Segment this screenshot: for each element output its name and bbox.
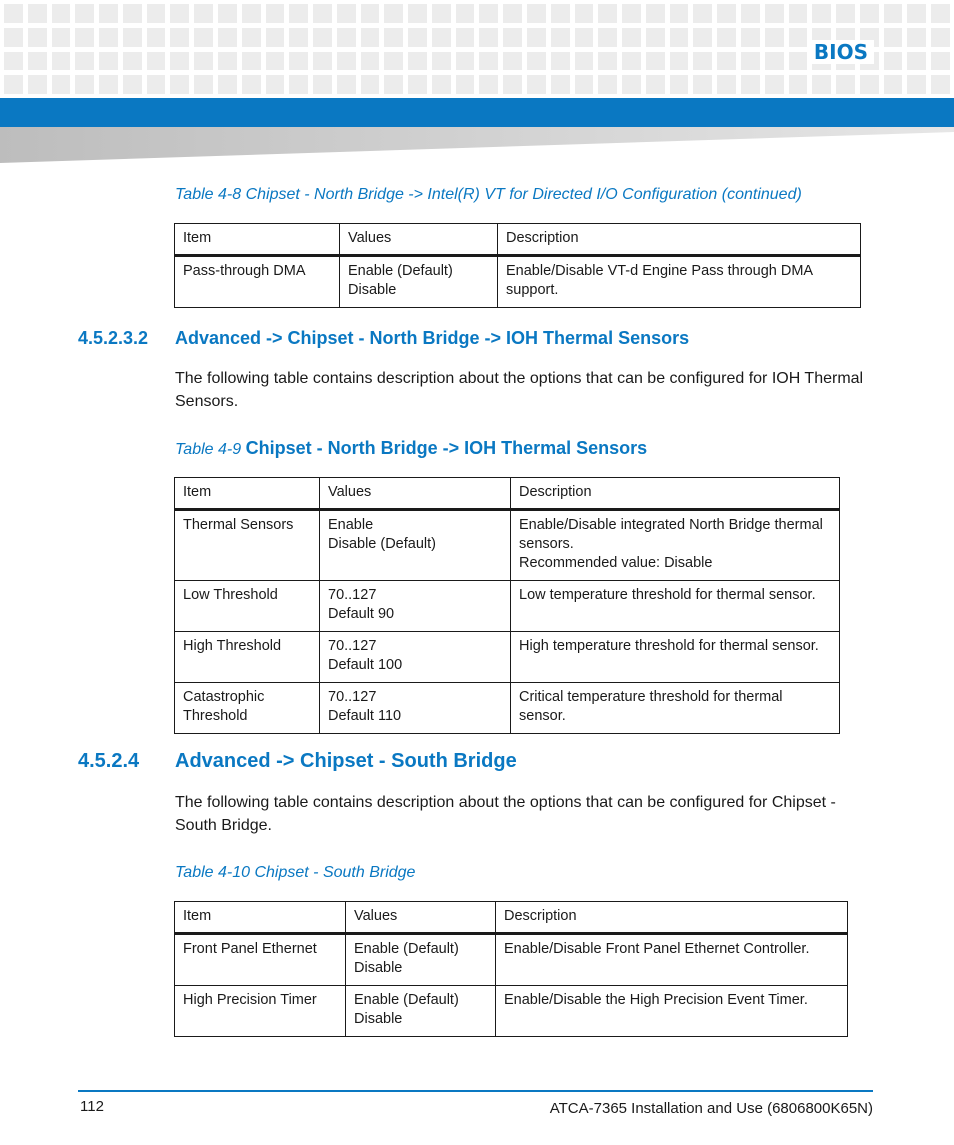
- description-cell: Enable/Disable Front Panel Ethernet Controller.: [496, 934, 848, 986]
- pattern-cell: [242, 4, 261, 23]
- column-header: Item: [175, 478, 320, 510]
- pattern-cell: [384, 52, 403, 71]
- section-title: Advanced -> Chipset - South Bridge: [175, 750, 517, 772]
- pattern-cell: [313, 75, 332, 94]
- description-cell: High temperature threshold for thermal sensor.: [511, 632, 840, 683]
- pattern-cell: [4, 75, 23, 94]
- section-number: 4.5.2.3.2: [78, 328, 149, 348]
- column-header: Values: [340, 224, 498, 256]
- values-cell: 70..127 Default 110: [320, 683, 511, 734]
- values-cell: Enable (Default) Disable: [340, 256, 498, 308]
- pattern-cell: [717, 52, 736, 71]
- pattern-cell: [242, 52, 261, 71]
- pattern-cell: [765, 75, 784, 94]
- pattern-cell: [670, 75, 689, 94]
- table-row: [175, 934, 848, 986]
- pattern-cell: [408, 75, 427, 94]
- column-header: Item: [175, 224, 340, 256]
- table-4-9: [174, 477, 840, 734]
- pattern-cell: [646, 52, 665, 71]
- pattern-cell: [717, 4, 736, 23]
- pattern-cell: [361, 4, 380, 23]
- pattern-cell: [408, 28, 427, 47]
- pattern-cell: [337, 75, 356, 94]
- pattern-cell: [503, 52, 522, 71]
- pattern-cell: [456, 28, 475, 47]
- table-row: [175, 581, 840, 632]
- pattern-cell: [598, 75, 617, 94]
- pattern-cell: [384, 75, 403, 94]
- pattern-cell: [765, 52, 784, 71]
- pattern-cell: [432, 52, 451, 71]
- pattern-cell: [289, 75, 308, 94]
- pattern-cell: [836, 4, 855, 23]
- pattern-cell: [75, 75, 94, 94]
- pattern-cell: [860, 75, 879, 94]
- pattern-cell: [194, 52, 213, 71]
- pattern-cell: [194, 4, 213, 23]
- footer-divider: [78, 1090, 873, 1092]
- pattern-cell: [503, 28, 522, 47]
- pattern-cell: [170, 52, 189, 71]
- pattern-cell: [598, 4, 617, 23]
- pattern-cell: [361, 28, 380, 47]
- pattern-cell: [52, 4, 71, 23]
- column-header: Description: [496, 902, 848, 934]
- table-row: [175, 510, 840, 581]
- column-header: Description: [511, 478, 840, 510]
- values-cell: Enable Disable (Default): [320, 510, 511, 581]
- section-heading-south-bridge: [78, 750, 517, 773]
- pattern-cell: [931, 52, 950, 71]
- pattern-cell: [170, 4, 189, 23]
- pattern-cell: [408, 52, 427, 71]
- pattern-cell: [218, 28, 237, 47]
- pattern-cell: [479, 75, 498, 94]
- pattern-cell: [28, 52, 47, 71]
- pattern-cell: [4, 28, 23, 47]
- pattern-cell: [456, 75, 475, 94]
- table-header-row: [175, 478, 840, 510]
- pattern-cell: [361, 75, 380, 94]
- pattern-cell: [432, 4, 451, 23]
- pattern-cell: [289, 4, 308, 23]
- table-row: [175, 632, 840, 683]
- pattern-cell: [693, 52, 712, 71]
- pattern-cell: [147, 4, 166, 23]
- item-cell: Low Threshold: [175, 581, 320, 632]
- pattern-cell: [575, 52, 594, 71]
- pattern-cell: [266, 28, 285, 47]
- page-number: 112: [80, 1098, 104, 1115]
- pattern-cell: [503, 75, 522, 94]
- column-header: Values: [320, 478, 511, 510]
- pattern-cell: [575, 4, 594, 23]
- pattern-cell: [907, 75, 926, 94]
- table-4-8-caption: Table 4-8 Chipset - North Bridge -> Intel(R) VT for Directed I/O Configuration (continued): [175, 186, 802, 203]
- pattern-cell: [907, 52, 926, 71]
- pattern-cell: [337, 52, 356, 71]
- pattern-cell: [670, 4, 689, 23]
- pattern-cell: [527, 28, 546, 47]
- section-number: 4.5.2.4: [78, 750, 140, 772]
- pattern-cell: [931, 75, 950, 94]
- description-cell: Critical temperature threshold for thermal sensor.: [511, 683, 840, 734]
- values-cell: Enable (Default) Disable: [346, 986, 496, 1037]
- table-row: [175, 256, 861, 308]
- table-row: [175, 683, 840, 734]
- item-cell: High Precision Timer: [175, 986, 346, 1037]
- pattern-cell: [527, 4, 546, 23]
- header-grey-wedge: [0, 127, 954, 165]
- pattern-cell: [170, 28, 189, 47]
- pattern-cell: [28, 4, 47, 23]
- pattern-cell: [313, 4, 332, 23]
- pattern-cell: [931, 4, 950, 23]
- pattern-cell: [622, 28, 641, 47]
- pattern-cell: [194, 28, 213, 47]
- pattern-cell: [147, 75, 166, 94]
- pattern-cell: [456, 52, 475, 71]
- pattern-cell: [28, 75, 47, 94]
- pattern-cell: [123, 52, 142, 71]
- pattern-cell: [598, 28, 617, 47]
- pattern-cell: [242, 75, 261, 94]
- pattern-cell: [646, 28, 665, 47]
- item-cell: Pass-through DMA: [175, 256, 340, 308]
- pattern-cell: [741, 52, 760, 71]
- table-4-8: [174, 223, 861, 308]
- pattern-cell: [75, 4, 94, 23]
- header-blue-bar: [0, 98, 954, 127]
- pattern-cell: [75, 28, 94, 47]
- pattern-cell: [907, 28, 926, 47]
- pattern-cell: [266, 52, 285, 71]
- pattern-cell: [670, 28, 689, 47]
- pattern-cell: [218, 4, 237, 23]
- pattern-cell: [789, 28, 808, 47]
- pattern-cell: [860, 4, 879, 23]
- pattern-cell: [313, 52, 332, 71]
- pattern-cell: [551, 4, 570, 23]
- pattern-cell: [789, 75, 808, 94]
- pattern-cell: [931, 28, 950, 47]
- section-title: Advanced -> Chipset - North Bridge -> IOH Thermal Sensors: [175, 328, 690, 348]
- pattern-cell: [456, 4, 475, 23]
- caption-title: Chipset - North Bridge -> IOH Thermal Sensors: [245, 438, 648, 458]
- pattern-cell: [479, 52, 498, 71]
- pattern-cell: [693, 28, 712, 47]
- pattern-cell: [289, 52, 308, 71]
- pattern-cell: [527, 52, 546, 71]
- pattern-cell: [622, 4, 641, 23]
- pattern-cell: [884, 75, 903, 94]
- pattern-cell: [598, 52, 617, 71]
- pattern-cell: [789, 52, 808, 71]
- pattern-cell: [741, 75, 760, 94]
- pattern-cell: [28, 28, 47, 47]
- pattern-cell: [575, 75, 594, 94]
- values-cell: 70..127 Default 90: [320, 581, 511, 632]
- pattern-cell: [503, 4, 522, 23]
- pattern-cell: [551, 52, 570, 71]
- section-heading-ioh: [78, 328, 689, 349]
- pattern-cell: [717, 75, 736, 94]
- pattern-cell: [337, 4, 356, 23]
- pattern-cell: [812, 4, 831, 23]
- table-4-9-caption: [175, 438, 647, 459]
- description-cell: Enable/Disable integrated North Bridge thermal sensors. Recommended value: Disable: [511, 510, 840, 581]
- pattern-cell: [266, 4, 285, 23]
- pattern-cell: [289, 28, 308, 47]
- pattern-cell: [75, 52, 94, 71]
- pattern-cell: [123, 75, 142, 94]
- pattern-cell: [313, 28, 332, 47]
- pattern-cell: [527, 75, 546, 94]
- pattern-cell: [646, 75, 665, 94]
- caption-prefix: Table 4-9: [175, 441, 242, 458]
- pattern-cell: [99, 4, 118, 23]
- section-paragraph: The following table contains description about the options that can be configured for IOH Thermal Sensors.: [175, 370, 864, 410]
- pattern-cell: [575, 28, 594, 47]
- section-paragraph: The following table contains description about the options that can be configured for Chipset - South Bridge.: [175, 794, 836, 834]
- pattern-cell: [99, 75, 118, 94]
- chapter-title: BIOS: [808, 40, 874, 64]
- item-cell: Thermal Sensors: [175, 510, 320, 581]
- pattern-cell: [384, 4, 403, 23]
- pattern-cell: [266, 75, 285, 94]
- pattern-cell: [551, 28, 570, 47]
- pattern-cell: [194, 75, 213, 94]
- pattern-cell: [622, 52, 641, 71]
- pattern-cell: [622, 75, 641, 94]
- pattern-cell: [884, 52, 903, 71]
- pattern-cell: [123, 4, 142, 23]
- pattern-cell: [123, 28, 142, 47]
- pattern-cell: [670, 52, 689, 71]
- pattern-cell: [693, 4, 712, 23]
- document-name: ATCA-7365 Installation and Use (6806800K65N): [549, 1100, 873, 1117]
- pattern-cell: [337, 28, 356, 47]
- pattern-cell: [432, 28, 451, 47]
- pattern-cell: [147, 52, 166, 71]
- pattern-cell: [479, 28, 498, 47]
- pattern-cell: [99, 28, 118, 47]
- pattern-cell: [384, 28, 403, 47]
- pattern-cell: [717, 28, 736, 47]
- item-cell: Catastrophic Threshold: [175, 683, 320, 734]
- table-row: [175, 986, 848, 1037]
- pattern-cell: [242, 28, 261, 47]
- pattern-cell: [432, 75, 451, 94]
- pattern-cell: [551, 75, 570, 94]
- pattern-cell: [479, 4, 498, 23]
- pattern-cell: [52, 75, 71, 94]
- pattern-cell: [52, 52, 71, 71]
- table-header-row: [175, 902, 848, 934]
- table-header-row: [175, 224, 861, 256]
- pattern-cell: [884, 4, 903, 23]
- pattern-cell: [99, 52, 118, 71]
- pattern-cell: [52, 28, 71, 47]
- item-cell: Front Panel Ethernet: [175, 934, 346, 986]
- pattern-cell: [4, 52, 23, 71]
- values-cell: Enable (Default) Disable: [346, 934, 496, 986]
- pattern-cell: [741, 28, 760, 47]
- table-4-10: [174, 901, 848, 1037]
- pattern-cell: [693, 75, 712, 94]
- item-cell: High Threshold: [175, 632, 320, 683]
- pattern-cell: [884, 28, 903, 47]
- pattern-cell: [170, 75, 189, 94]
- pattern-cell: [361, 52, 380, 71]
- column-header: Item: [175, 902, 346, 934]
- description-cell: Enable/Disable the High Precision Event Timer.: [496, 986, 848, 1037]
- column-header: Values: [346, 902, 496, 934]
- column-header: Description: [498, 224, 861, 256]
- pattern-cell: [836, 75, 855, 94]
- pattern-cell: [4, 4, 23, 23]
- pattern-cell: [147, 28, 166, 47]
- pattern-cell: [218, 75, 237, 94]
- pattern-cell: [812, 75, 831, 94]
- table-4-10-caption: Table 4-10 Chipset - South Bridge: [175, 864, 416, 881]
- pattern-cell: [789, 4, 808, 23]
- pattern-cell: [741, 4, 760, 23]
- description-cell: Low temperature threshold for thermal sensor.: [511, 581, 840, 632]
- pattern-cell: [765, 28, 784, 47]
- pattern-cell: [646, 4, 665, 23]
- values-cell: 70..127 Default 100: [320, 632, 511, 683]
- pattern-cell: [218, 52, 237, 71]
- pattern-cell: [408, 4, 427, 23]
- description-cell: Enable/Disable VT-d Engine Pass through DMA support.: [498, 256, 861, 308]
- pattern-cell: [907, 4, 926, 23]
- pattern-cell: [765, 4, 784, 23]
